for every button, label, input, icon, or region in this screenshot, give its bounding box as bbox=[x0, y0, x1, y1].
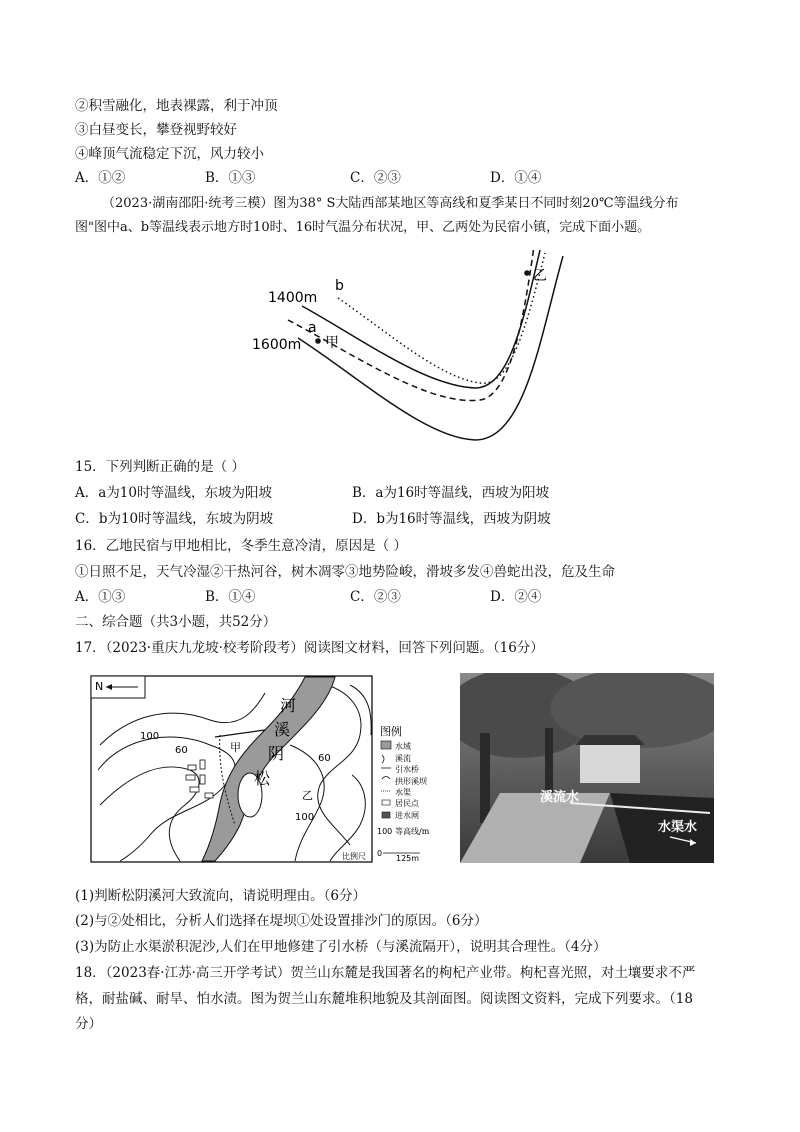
songyin-river-map bbox=[90, 675, 450, 865]
label-1400m: 1400m bbox=[268, 290, 318, 306]
q18-line-1: 18．（2023春·江苏·高三开学考试）贺兰山东麓是我国著名的枸杞产业带。枸杞喜光照，对土壤要求不严 bbox=[75, 965, 696, 981]
river-char-2: 溪 bbox=[274, 720, 291, 739]
settlement bbox=[190, 787, 199, 792]
photo-label-canal: 水渠水 bbox=[658, 820, 698, 835]
settlement bbox=[205, 793, 213, 798]
label-b: b bbox=[335, 278, 344, 294]
contour-1400 bbox=[302, 250, 540, 388]
contour-label-60b: 60 bbox=[318, 753, 331, 764]
q16-option-c: C．②③ bbox=[350, 589, 401, 605]
q18-line-2: 格，耐盐碱、耐旱、怕水渍。图为贺兰山东麓堆积地貌及其剖面图。阅读图文资料，完成下列要求。（18 bbox=[75, 991, 693, 1007]
label-yi: 乙 bbox=[533, 268, 547, 284]
label-jia: 甲 bbox=[325, 335, 339, 351]
legend-settlement: 居民点 bbox=[395, 799, 419, 808]
q16-items: ①日照不足，天气冷湿②干热河谷，树木凋零③地势险峻，滑坡多发④兽蛇出没，危及生命 bbox=[75, 564, 615, 580]
legend-canal: 水渠 bbox=[395, 788, 411, 797]
intro-line-1: （2023·湖南邵阳·统考三模）图为38° S大陆西部某地区等高线和夏季某日不同时刻20℃等温线分布 bbox=[102, 196, 679, 211]
point-yi bbox=[524, 270, 530, 276]
q17-sub-1: (1)判断松阴溪河大致流向，请说明理由。（6分） bbox=[75, 888, 366, 904]
q16-option-b: B．①④ bbox=[205, 589, 256, 605]
contour-isotherm-figure bbox=[240, 238, 570, 448]
q14-option-d: D．①④ bbox=[490, 170, 542, 186]
photo-label-stream: 溪流水 bbox=[540, 790, 580, 805]
q14-option-c: C．②③ bbox=[350, 170, 401, 186]
legend-dam: 拱形溪坝 bbox=[395, 777, 427, 786]
north-label: N bbox=[95, 680, 104, 693]
legend-water: 水域 bbox=[395, 742, 411, 751]
river-char-1: 河 bbox=[280, 696, 297, 715]
contour-label-60a: 60 bbox=[175, 745, 188, 756]
q15-option-a: A．a为10时等温线，东坡为阳坡 bbox=[75, 485, 272, 501]
settlement bbox=[200, 760, 205, 769]
contour-label-100b: 100 bbox=[295, 812, 315, 823]
option-item-4: ④峰顶气流稳定下沉，风力较小 bbox=[75, 146, 264, 162]
section-heading: 二、综合题（共3小题，共52分） bbox=[75, 614, 277, 630]
q14-option-b: B．①③ bbox=[205, 170, 256, 186]
q18-line-3: 分） bbox=[75, 1016, 102, 1032]
river-char-3: 阴 bbox=[268, 744, 285, 763]
q15-option-d: D．b为16时等温线，西坡为阴坡 bbox=[352, 511, 551, 527]
building bbox=[580, 743, 640, 783]
option-item-3: ③白昼变长，攀登视野较好 bbox=[75, 122, 237, 138]
legend-contour-value: 100 bbox=[377, 827, 393, 836]
q16-stem: 16．乙地民宿与甲地相比，冬季生意冷清，原因是（ ） bbox=[75, 538, 407, 554]
legend-contour: 等高线/m bbox=[395, 827, 430, 836]
scale-zero: 0 bbox=[377, 849, 383, 858]
point-jia bbox=[315, 338, 321, 344]
legend-bridge: 引水桥 bbox=[395, 765, 419, 774]
intro-line-2: 图"图中a、b等温线表示地方时10时、16时气温分布状况，甲、乙两处为民宿小镇，完成下面小题。 bbox=[75, 220, 651, 235]
map-label-yi: 乙 bbox=[302, 789, 313, 802]
scale-value: 125m bbox=[396, 854, 420, 863]
settlement bbox=[200, 775, 205, 784]
label-1600m: 1600m bbox=[252, 337, 302, 353]
q14-option-a: A．①② bbox=[75, 170, 126, 186]
label-a: a bbox=[308, 320, 317, 336]
legend-gate: 进水闸 bbox=[395, 811, 419, 820]
legend-stream: 溪流 bbox=[395, 754, 411, 763]
scale-label: 比例尺 bbox=[342, 852, 366, 861]
q17-sub-3: (3)为防止水渠淤积泥沙,人们在甲地修建了引水桥（与溪流隔开），说明其合理性。（4分） bbox=[75, 939, 607, 955]
legend-title: 图例 bbox=[380, 725, 402, 738]
settlement bbox=[186, 775, 195, 780]
settlement bbox=[188, 765, 196, 770]
river-char-4: 松 bbox=[254, 769, 271, 788]
q16-option-a: A．①③ bbox=[75, 589, 126, 605]
q16-option-d: D．②④ bbox=[490, 589, 542, 605]
canal-photo bbox=[460, 673, 714, 863]
contour-label-100a: 100 bbox=[140, 731, 160, 742]
q15-option-c: C．b为10时等温线，东坡为阴坡 bbox=[75, 511, 274, 527]
q15-option-b: B．a为16时等温线，西坡为阳坡 bbox=[352, 485, 550, 501]
q15-stem: 15．下列判断正确的是（ ） bbox=[75, 459, 245, 475]
option-item-2: ②积雪融化，地表裸露，利于冲顶 bbox=[75, 98, 278, 114]
q17-sub-2: (2)与②处相比，分析人们选择在堤坝①处设置排沙门的原因。（6分） bbox=[75, 913, 488, 929]
q17-stem: 17．（2023·重庆九龙坡·校考阶段考）阅读图文材料，回答下列问题。（16分） bbox=[75, 640, 544, 656]
map-label-jia: 甲 bbox=[230, 741, 241, 754]
